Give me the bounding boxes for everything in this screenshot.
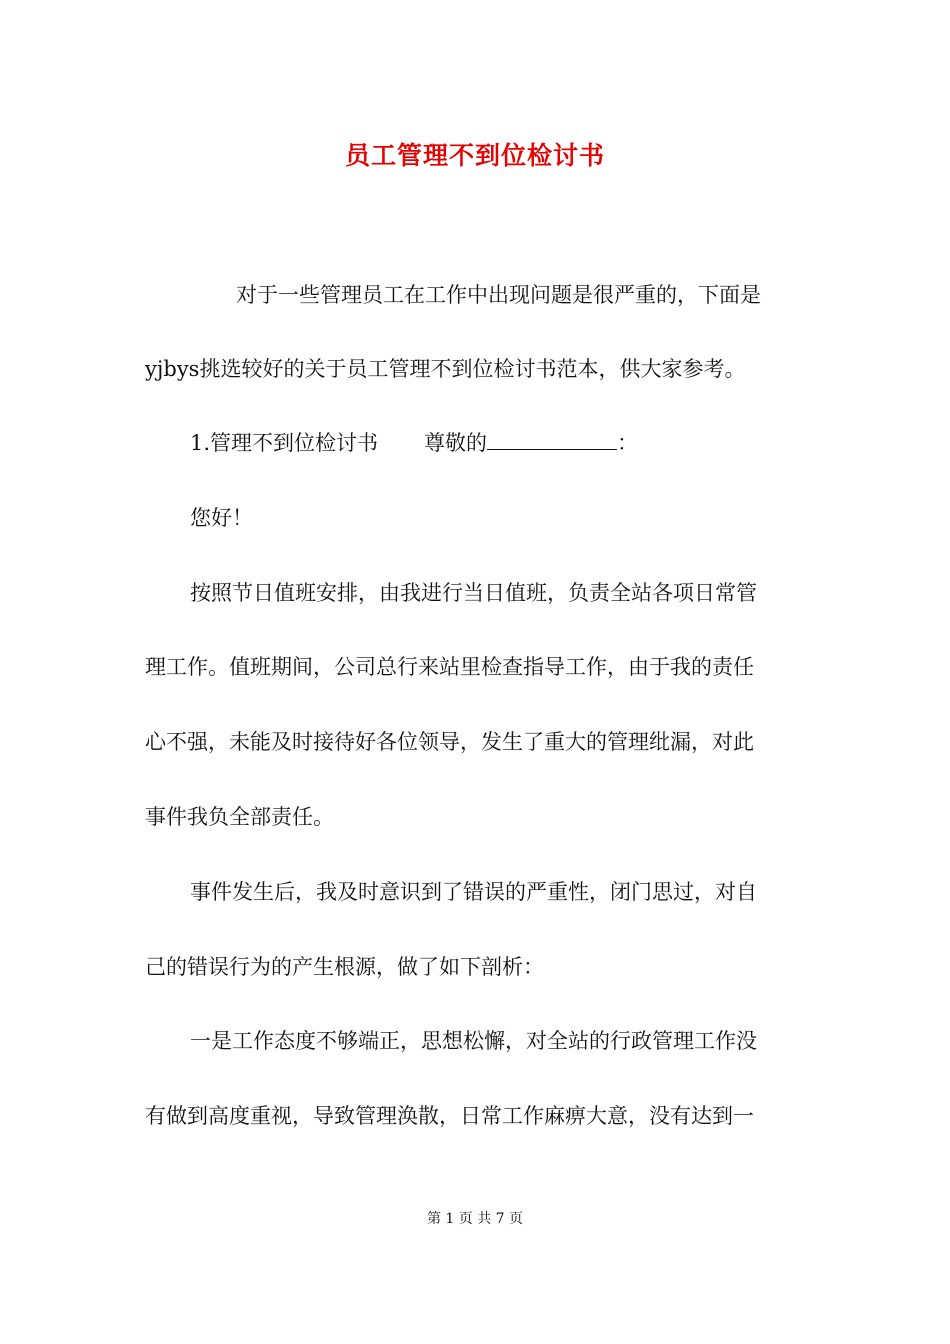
section-heading: 1.管理不到位检讨书 [190, 431, 379, 455]
paragraph-line: 心不强，未能及时接待好各位领导，发生了重大的管理纰漏，对此 [145, 730, 754, 754]
paragraph-line: 有做到高度重视，导致管理涣散，日常工作麻痹大意，没有达到一 [145, 1104, 754, 1128]
page-number-footer: 第 1 页 共 7 页 [426, 1211, 524, 1227]
paragraph-line: 按照节日值班安排，由我进行当日值班，负责全站各项日常管 [190, 581, 757, 605]
recipient-blank [487, 429, 617, 450]
paragraph-line: 一是工作态度不够端正，思想松懈，对全站的行政管理工作没 [190, 1029, 757, 1053]
paragraph-line: 理工作。值班期间，公司总行来站里检查指导工作，由于我的责任 [145, 655, 754, 679]
paragraph-line: yjbys挑选较好的关于员工管理不到位检讨书范本，供大家参考。 [145, 357, 746, 381]
greeting: 您好！ [190, 506, 253, 530]
paragraph-line: 事件我负全部责任。 [145, 805, 334, 829]
section-heading-line [190, 428, 638, 458]
paragraph-line: 对于一些管理员工在工作中出现问题是很严重的，下面是 [236, 283, 761, 307]
paragraph-line: 事件发生后，我及时意识到了错误的严重性，闭门思过，对自 [190, 880, 757, 904]
document-title: 员工管理不到位检讨书 [344, 141, 605, 170]
salutation-colon: ： [617, 431, 639, 455]
salutation-label: 尊敬的 [424, 431, 488, 455]
paragraph-line: 己的错误行为的产生根源，做了如下剖析： [145, 955, 544, 979]
